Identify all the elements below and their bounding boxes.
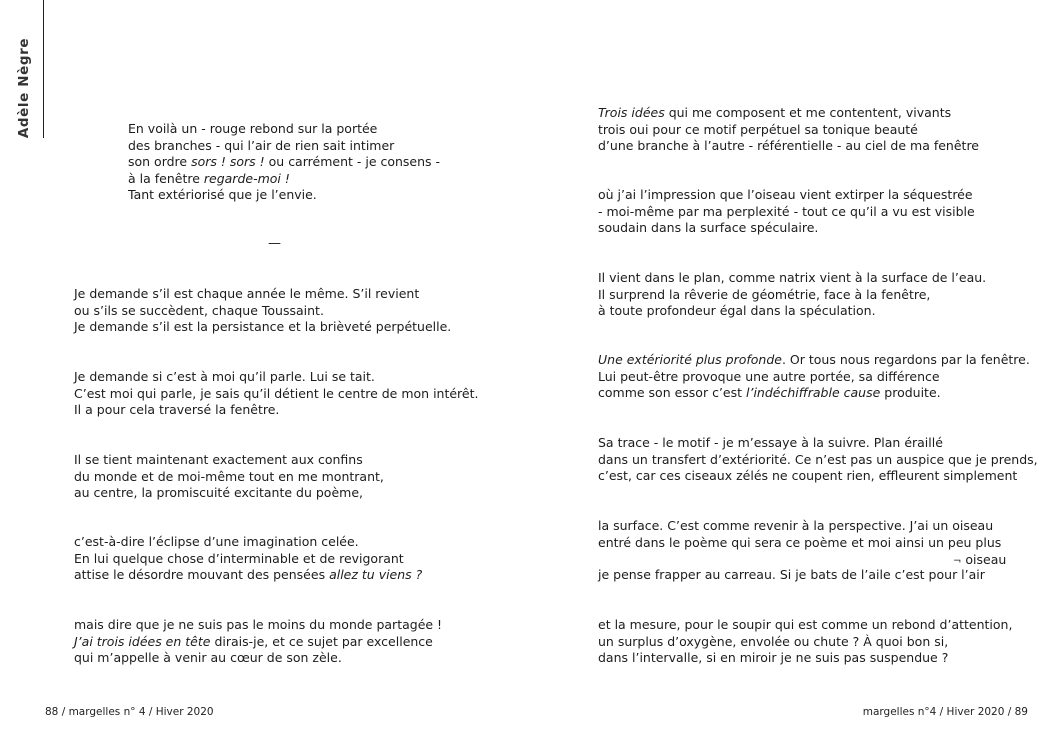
text-run: au centre, la promiscuité excitante du poème,	[74, 485, 363, 501]
poem-line	[598, 567, 985, 584]
text-run: Lui peut-être provoque une autre portée, sa différence	[598, 368, 940, 384]
text-run: je pense frapper au carreau. Si je bats de l’aile c’est pour l’air	[598, 567, 985, 582]
poem-line	[74, 634, 442, 651]
author-name: Adèle Nègre	[16, 37, 32, 139]
poem-line	[128, 121, 440, 138]
marginal-word: oiseau	[965, 552, 1007, 567]
poem-line	[74, 402, 479, 419]
text-run: la surface. C’est comme revenir à la perspective. J’ai un oiseau	[598, 518, 994, 533]
text-run: un surplus d’oxygène, envolée ou chute ? À quoi bon si,	[598, 633, 949, 649]
poem-line	[598, 187, 975, 204]
text-run: produite.	[880, 385, 941, 401]
poem-line	[128, 154, 440, 171]
poem-line	[74, 286, 451, 303]
text-run: du monde et de moi-même tout en me montrant,	[74, 468, 384, 484]
poem-line	[74, 452, 384, 469]
left-page	[0, 0, 525, 742]
text-run: dans un transfert d’extériorité. Ce n’est pas un auspice que je prends,	[598, 451, 1038, 467]
text-run: son ordre	[128, 154, 192, 170]
text-run: dans l’intervalle, si en miroir je ne suis pas suspendue ?	[598, 650, 949, 666]
poem-line	[598, 452, 1038, 469]
poem-line	[598, 138, 979, 155]
stanza	[74, 452, 384, 502]
text-run: mais dire que je ne suis pas le moins du monde partagée !	[74, 617, 443, 632]
poem-line	[74, 617, 442, 634]
text-run: qui m’appelle à venir au cœur de son zèle.	[74, 650, 342, 666]
text-run: qui me composent et me contentent, vivants	[664, 105, 952, 120]
poem-line	[74, 534, 422, 551]
stanza	[598, 435, 1038, 485]
italic-text: J’ai trois idées en tête	[74, 633, 211, 649]
stanza	[598, 567, 985, 584]
text-run: à la fenêtre	[128, 170, 204, 186]
text-run: En voilà un - rouge rebond sur la portée	[128, 121, 378, 136]
poem-line	[598, 220, 975, 237]
poem-line	[598, 617, 1012, 634]
poem-line	[598, 122, 979, 139]
text-run: attise le désordre mouvant des pensées	[74, 567, 330, 583]
poem-line	[74, 485, 384, 502]
stanza	[74, 534, 422, 584]
stanza	[74, 286, 451, 336]
text-run: C’est moi qui parle, je sais qu’il détient le centre de mon intérêt.	[74, 385, 479, 401]
right-page	[526, 0, 1051, 742]
poem-line	[74, 319, 451, 336]
text-run: Il vient dans le plan, comme natrix vient à la surface de l’eau.	[598, 270, 987, 285]
text-run: dirais-je, et ce sujet par excellence	[210, 633, 433, 649]
text-run: où j’ai l’impression que l’oiseau vient extirper la séquestrée	[598, 187, 973, 202]
poem-line	[74, 469, 384, 486]
poem-line	[74, 650, 442, 667]
page-footer-left: 88 / margelles n° 4 / Hiver 2020	[45, 706, 214, 718]
poem-line	[598, 287, 986, 304]
poem-line	[74, 303, 451, 320]
text-run: c’est-à-dire l’éclipse d’une imagination celée.	[74, 534, 359, 549]
text-run: entré dans le poème qui sera ce poème et moi ainsi un peu plus	[598, 534, 1002, 550]
poem-line	[598, 518, 1001, 535]
poem-line	[598, 385, 1030, 402]
text-run: d’une branche à l’autre - référentielle - au ciel de ma fenêtre	[598, 138, 979, 154]
poem-line	[598, 435, 1038, 452]
poem-line	[74, 369, 479, 386]
author-rule	[43, 0, 44, 138]
poem-line	[128, 171, 440, 188]
text-run: comme son essor c’est	[598, 385, 746, 401]
poem-line	[74, 567, 422, 584]
text-run: c’est, car ces ciseaux zélés ne coupent rien, effleurent simplement	[598, 468, 1018, 484]
stanza	[598, 352, 1030, 402]
page-footer-right: margelles n°4 / Hiver 2020 / 89	[862, 706, 1028, 718]
stanza	[74, 617, 442, 667]
stanza	[74, 369, 479, 419]
text-run: En lui quelque chose d’interminable et de revigorant	[74, 550, 404, 566]
text-run: trois oui pour ce motif perpétuel sa tonique beauté	[598, 121, 918, 137]
text-run: des branches - qui l’air de rien sait intimer	[128, 137, 395, 153]
italic-text: sors ! sors !	[191, 154, 265, 170]
italic-text: Trois idées	[598, 105, 665, 120]
poem-line	[128, 187, 440, 204]
text-run: Je demande s’il est chaque année le même. S’il revient	[74, 286, 420, 301]
poem-line	[598, 270, 986, 287]
text-run: - moi-même par ma perplexité - tout ce qu’il a vu est visible	[598, 203, 975, 219]
poem-line	[598, 369, 1030, 386]
stanza	[128, 121, 440, 204]
text-run: soudain dans la surface spéculaire.	[598, 220, 819, 236]
poem-line	[598, 204, 975, 221]
separator-dash: —	[268, 236, 281, 251]
italic-text: regarde-moi !	[203, 170, 290, 186]
text-run: Tant extériorisé que je l’envie.	[128, 187, 317, 203]
poem-line	[598, 105, 979, 122]
text-run: à toute profondeur égal dans la spéculation.	[598, 303, 876, 319]
stanza	[598, 105, 979, 155]
poem-line	[598, 352, 1030, 369]
poem-line	[74, 386, 479, 403]
text-run: Il a pour cela traversé la fenêtre.	[74, 402, 280, 418]
text-run: Il surprend la rêverie de géométrie, face à la fenêtre,	[598, 286, 931, 302]
stanza	[598, 617, 1012, 667]
text-run: Il se tient maintenant exactement aux confins	[74, 452, 363, 467]
text-run: Sa trace - le motif - je m’essaye à la suivre. Plan éraillé	[598, 435, 943, 450]
text-run: Je demande si c’est à moi qu’il parle. Lui se tait.	[74, 369, 375, 384]
stanza	[598, 518, 1001, 551]
poem-line	[128, 138, 440, 155]
poem-line	[598, 650, 1012, 667]
poem-line	[598, 535, 1001, 552]
poem-line	[598, 303, 986, 320]
italic-text: allez tu viens ?	[329, 567, 423, 583]
stanza	[598, 187, 975, 237]
text-run: . Or tous nous regardons par la fenêtre.	[781, 352, 1030, 367]
poem-line	[598, 468, 1038, 485]
stanza	[598, 270, 986, 320]
text-run: Je demande s’il est la persistance et la brièveté perpétuelle.	[74, 319, 452, 335]
poem-line	[74, 551, 422, 568]
negation-symbol: ¬	[953, 556, 962, 567]
text-run: ou carrément - je consens -	[264, 154, 441, 170]
italic-text: Une extériorité plus profonde	[598, 352, 782, 367]
text-run: et la mesure, pour le soupir qui est comme un rebond d’attention,	[598, 617, 1013, 632]
poem-line	[598, 634, 1012, 651]
text-run: ou s’ils se succèdent, chaque Toussaint.	[74, 302, 324, 318]
italic-text: l’indéchiffrable cause	[746, 385, 881, 401]
